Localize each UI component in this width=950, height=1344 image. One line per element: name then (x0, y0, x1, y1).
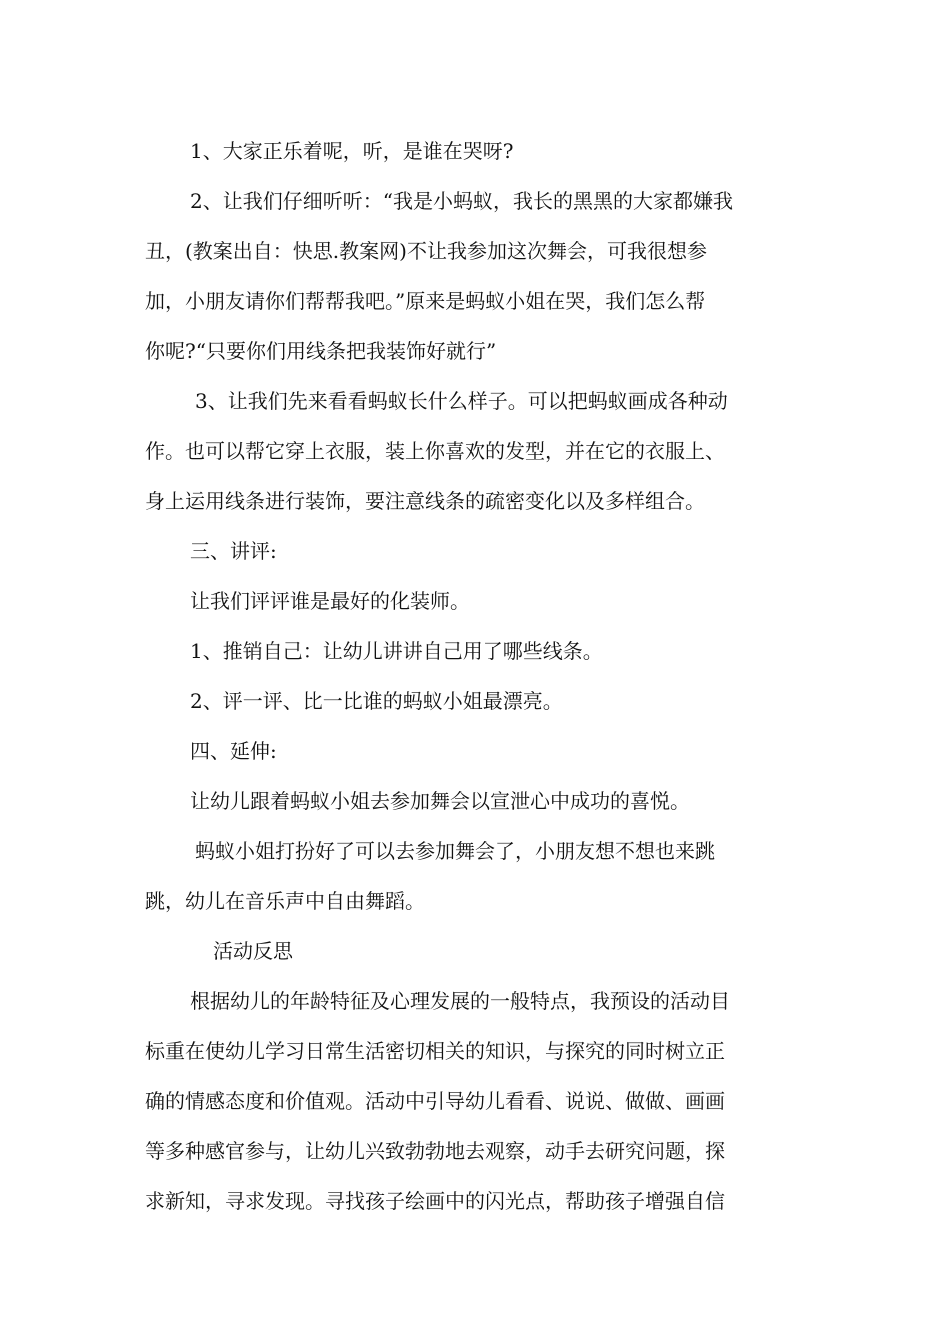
text-line: 跳，幼儿在音乐声中自由舞蹈。 (145, 889, 425, 913)
text-line: 1、推销自己：让幼儿讲讲自己用了哪些线条。 (190, 639, 603, 663)
text-line: 丑，(教案出自：快思.教案网)不让我参加这次舞会，可我很想参 (145, 239, 707, 263)
text-line: 3、让我们先来看看蚂蚁长什么样子。可以把蚂蚁画成各种动 (195, 389, 728, 413)
text-line: 求新知，寻求发现。寻找孩子绘画中的闪光点，帮助孩子增强自信 (145, 1189, 725, 1213)
text-line: 让幼儿跟着蚂蚁小姐去参加舞会以宣泄心中成功的喜悦。 (190, 789, 690, 813)
text-line: 1、大家正乐着呢，听，是谁在哭呀? (190, 139, 514, 163)
section-heading: 四、延伸: (190, 739, 277, 763)
text-line: 你呢?“只要你们用线条把我装饰好就行” (145, 339, 497, 363)
text-line: 蚂蚁小姐打扮好了可以去参加舞会了，小朋友想不想也来跳 (195, 839, 715, 863)
text-line: 让我们评评谁是最好的化装师。 (190, 589, 470, 613)
section-heading: 活动反思 (213, 939, 293, 963)
text-line: 身上运用线条进行装饰，要注意线条的疏密变化以及多样组合。 (145, 489, 705, 513)
section-heading: 三、讲评: (190, 539, 277, 563)
text-line: 根据幼儿的年龄特征及心理发展的一般特点，我预设的活动目 (190, 989, 730, 1013)
text-line: 2、让我们仔细听听：“我是小蚂蚁，我长的黑黑的大家都嫌我 (190, 189, 733, 213)
text-line: 加，小朋友请你们帮帮我吧。”原来是蚂蚁小姐在哭，我们怎么帮 (145, 289, 706, 313)
text-line: 作。也可以帮它穿上衣服，装上你喜欢的发型，并在它的衣服上、 (145, 439, 725, 463)
text-line: 标重在使幼儿学习日常生活密切相关的知识，与探究的同时树立正 (145, 1039, 725, 1063)
text-line: 2、评一评、比一比谁的蚂蚁小姐最漂亮。 (190, 689, 563, 713)
text-line: 确的情感态度和价值观。活动中引导幼儿看看、说说、做做、画画 (145, 1089, 725, 1113)
text-line: 等多种感官参与，让幼儿兴致勃勃地去观察，动手去研究问题，探 (145, 1139, 725, 1163)
